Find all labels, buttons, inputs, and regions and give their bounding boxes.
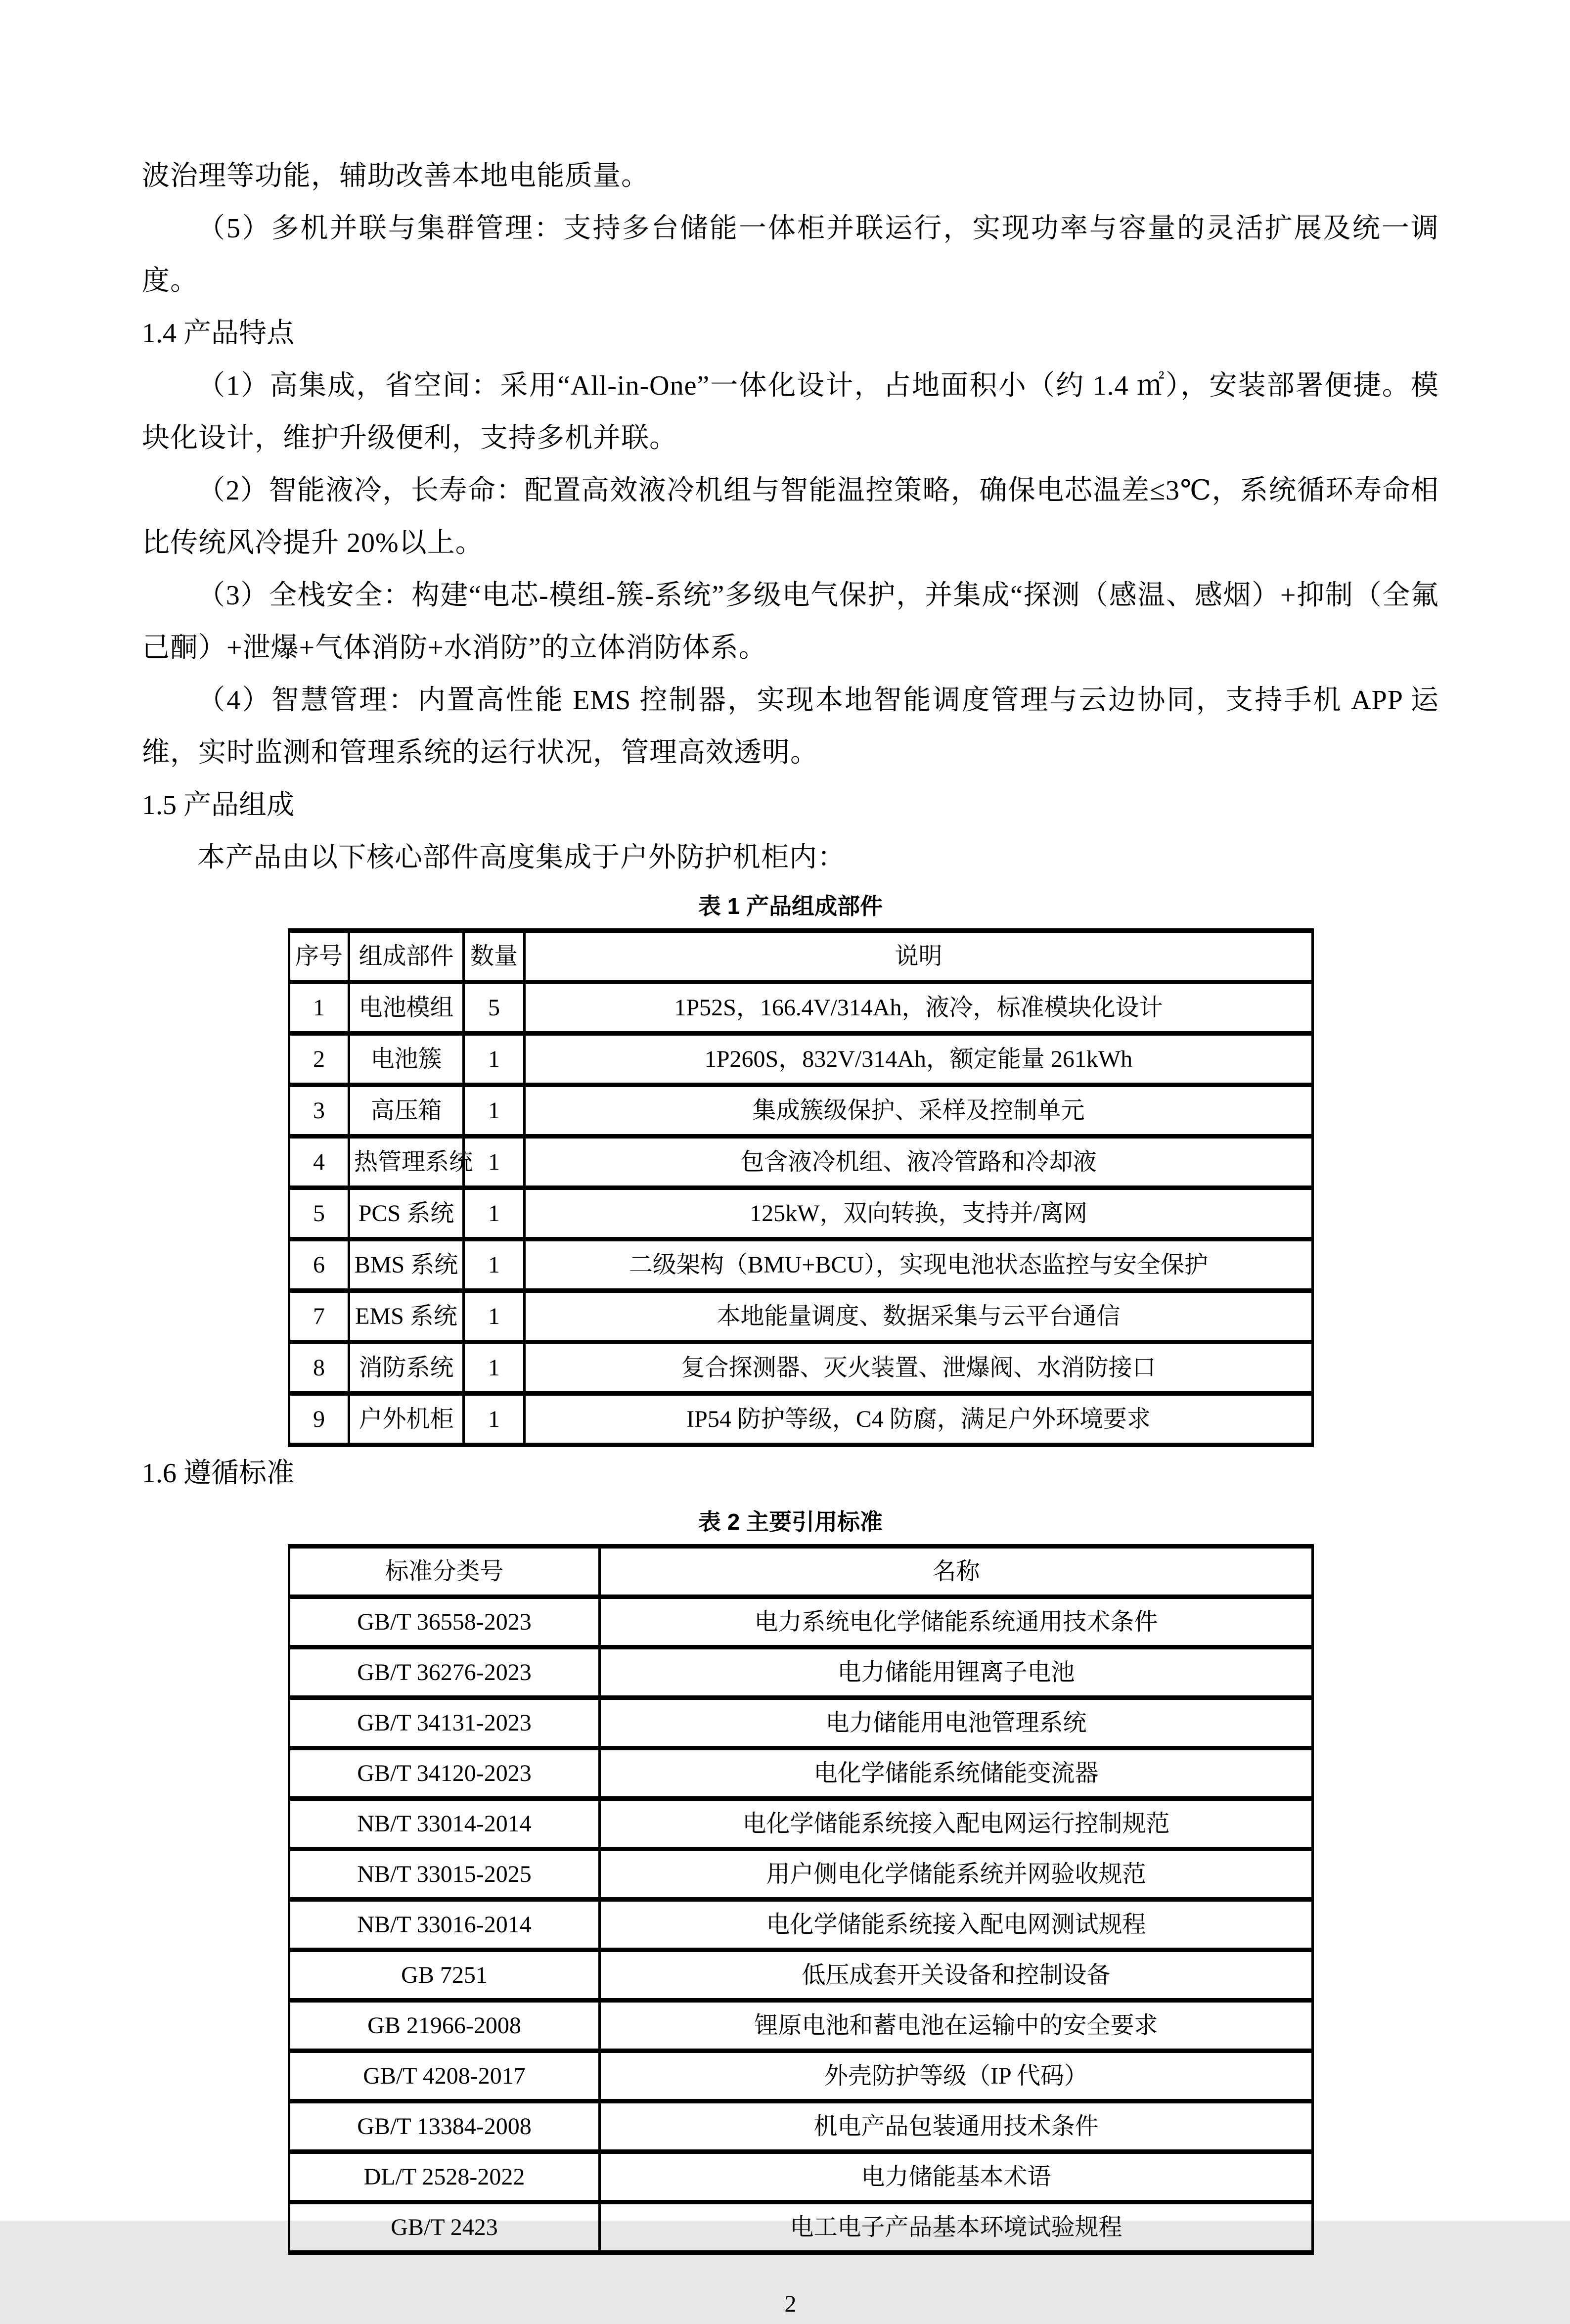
- table-cell: NB/T 33015-2025: [289, 1849, 600, 1900]
- table-row: [289, 2202, 1313, 2253]
- table-cell: 电池模组: [349, 982, 464, 1034]
- table-row: [289, 1849, 1313, 1900]
- table-cell: 1: [464, 1239, 525, 1291]
- table-row: [289, 2051, 1313, 2101]
- table-row: [289, 1394, 1313, 1445]
- table-header-cell: 标准分类号: [289, 1547, 600, 1597]
- table-row: [289, 1034, 1313, 1085]
- table-cell: 1P52S，166.4V/314Ah，液冷，标准模块化设计: [525, 982, 1313, 1034]
- table-cell: 6: [289, 1239, 349, 1291]
- table-cell: 5: [464, 982, 525, 1034]
- table-header-cell: 组成部件: [349, 931, 464, 982]
- table-cell: 1: [464, 1188, 525, 1239]
- table-cell: GB 21966-2008: [289, 2001, 600, 2051]
- table-cell: 9: [289, 1394, 349, 1445]
- table-cell: 电力储能用锂离子电池: [600, 1647, 1313, 1698]
- table-row: [289, 982, 1313, 1034]
- table-cell: GB/T 34131-2023: [289, 1698, 600, 1748]
- table-cell: 二级架构（BMU+BCU），实现电池状态监控与安全保护: [525, 1239, 1313, 1291]
- table-cell: BMS 系统: [349, 1239, 464, 1291]
- table-referenced-standards: [288, 1544, 1314, 2255]
- table-row: [289, 1900, 1313, 1950]
- table-cell: 1: [464, 1137, 525, 1188]
- table-cell: 1: [464, 1034, 525, 1085]
- table-cell: 热管理系统: [349, 1137, 464, 1188]
- table-header-row: [289, 931, 1313, 982]
- table-cell: GB/T 13384-2008: [289, 2101, 600, 2152]
- table-row: [289, 1085, 1313, 1137]
- table-row: [289, 2001, 1313, 2051]
- table-cell: NB/T 33016-2014: [289, 1900, 600, 1950]
- section-heading-1-5: 1.5 产品组成: [142, 790, 294, 820]
- table-cell: 4: [289, 1137, 349, 1188]
- table1-caption: 表 1 产品组成部件: [698, 893, 883, 919]
- table-row: [289, 2152, 1313, 2202]
- table-row: [289, 1950, 1313, 2001]
- table-header-cell: 序号: [289, 931, 349, 982]
- table-cell: 电化学储能系统储能变流器: [600, 1748, 1313, 1799]
- table-cell: 电化学储能系统接入配电网测试规程: [600, 1900, 1313, 1950]
- paragraph-item-5: （5）多机并联与集群管理：支持多台储能一体柜并联运行，实现功率与容量的灵活扩展及统一调度。: [142, 213, 1439, 296]
- table-cell: 集成簇级保护、采样及控制单元: [525, 1085, 1313, 1137]
- paragraph-feature-4: （4）智慧管理：内置高性能 EMS 控制器，实现本地智能调度管理与云边协同，支持手机 APP 运维，实时监测和管理系统的运行状况，管理高效透明。: [142, 685, 1439, 768]
- table-row: [289, 1647, 1313, 1698]
- table-cell: GB/T 34120-2023: [289, 1748, 600, 1799]
- table-cell: 1: [464, 1085, 525, 1137]
- table-cell: 高压箱: [349, 1085, 464, 1137]
- table-cell: 8: [289, 1342, 349, 1394]
- table-cell: 1: [464, 1342, 525, 1394]
- table-cell: IP54 防护等级，C4 防腐，满足户外环境要求: [525, 1394, 1313, 1445]
- table-cell: 用户侧电化学储能系统并网验收规范: [600, 1849, 1313, 1900]
- table-cell: 1: [289, 982, 349, 1034]
- table-cell: 电力储能用电池管理系统: [600, 1698, 1313, 1748]
- table-cell: 电力储能基本术语: [600, 2152, 1313, 2202]
- table-row: [289, 2101, 1313, 2152]
- table-cell: 3: [289, 1085, 349, 1137]
- table-cell: EMS 系统: [349, 1291, 464, 1342]
- paragraph-feature-1: （1）高集成，省空间：采用“All-in-One”一体化设计，占地面积小（约 1.4 ㎡），安装部署便捷。模块化设计，维护升级便利，支持多机并联。: [142, 370, 1439, 454]
- paragraph-feature-2: （2）智能液冷，长寿命：配置高效液冷机组与智能温控策略，确保电芯温差≤3℃，系统循环寿命相比传统风冷提升 20%以上。: [142, 475, 1439, 558]
- table-cell: 低压成套开关设备和控制设备: [600, 1950, 1313, 2001]
- table-cell: 1: [464, 1291, 525, 1342]
- table-cell: 户外机柜: [349, 1394, 464, 1445]
- table-cell: GB/T 4208-2017: [289, 2051, 600, 2101]
- table-cell: DL/T 2528-2022: [289, 2152, 600, 2202]
- table-header-cell: 说明: [525, 931, 1313, 982]
- table-cell: 包含液冷机组、液冷管路和冷却液: [525, 1137, 1313, 1188]
- table-row: [289, 1748, 1313, 1799]
- table-cell: 电工电子产品基本环境试验规程: [600, 2202, 1313, 2253]
- section-heading-1-4: 1.4 产品特点: [142, 318, 294, 349]
- table-row: [289, 1291, 1313, 1342]
- table-cell: 1: [464, 1394, 525, 1445]
- table-header-cell: 名称: [600, 1547, 1313, 1597]
- table-header-row: [289, 1547, 1313, 1597]
- table-cell: 1P260S，832V/314Ah，额定能量 261kWh: [525, 1034, 1313, 1085]
- paragraph-continuation: 波治理等功能，辅助改善本地电能质量。: [142, 161, 649, 191]
- table-cell: GB/T 36558-2023: [289, 1597, 600, 1647]
- table-cell: 125kW，双向转换，支持并/离网: [525, 1188, 1313, 1239]
- table-cell: 外壳防护等级（IP 代码）: [600, 2051, 1313, 2101]
- table-cell: GB/T 36276-2023: [289, 1647, 600, 1698]
- paragraph-feature-3: （3）全栈安全：构建“电芯-模组-簇-系统”多级电气保护，并集成“探测（感温、感烟）+抑制（全氟己酮）+泄爆+气体消防+水消防”的立体消防体系。: [142, 580, 1439, 663]
- table-row: [289, 1597, 1313, 1647]
- table-cell: 5: [289, 1188, 349, 1239]
- table-cell: 本地能量调度、数据采集与云平台通信: [525, 1291, 1313, 1342]
- table-product-components: [288, 928, 1314, 1447]
- page-content: [142, 150, 1439, 2324]
- table-row: [289, 1239, 1313, 1291]
- table-cell: 消防系统: [349, 1342, 464, 1394]
- table-cell: PCS 系统: [349, 1188, 464, 1239]
- table-cell: 机电产品包装通用技术条件: [600, 2101, 1313, 2152]
- table-cell: GB/T 2423: [289, 2202, 600, 2253]
- table-cell: GB 7251: [289, 1950, 600, 2001]
- table-header-cell: 数量: [464, 931, 525, 982]
- table-row: [289, 1342, 1313, 1394]
- table-cell: 7: [289, 1291, 349, 1342]
- table-row: [289, 1799, 1313, 1849]
- table-cell: NB/T 33014-2014: [289, 1799, 600, 1849]
- page-number: 2: [784, 2291, 797, 2317]
- table-cell: 2: [289, 1034, 349, 1085]
- section-heading-1-6: 1.6 遵循标准: [142, 1458, 294, 1489]
- table-cell: 电池簇: [349, 1034, 464, 1085]
- table-cell: 复合探测器、灭火装置、泄爆阀、水消防接口: [525, 1342, 1313, 1394]
- table2-caption: 表 2 主要引用标准: [698, 1509, 883, 1535]
- table-cell: 电力系统电化学储能系统通用技术条件: [600, 1597, 1313, 1647]
- table-cell: 锂原电池和蓄电池在运输中的安全要求: [600, 2001, 1313, 2051]
- table-row: [289, 1137, 1313, 1188]
- paragraph-composition-intro: 本产品由以下核心部件高度集成于户外防护机柜内：: [197, 842, 846, 873]
- table-row: [289, 1188, 1313, 1239]
- table-row: [289, 1698, 1313, 1748]
- table-cell: 电化学储能系统接入配电网运行控制规范: [600, 1799, 1313, 1849]
